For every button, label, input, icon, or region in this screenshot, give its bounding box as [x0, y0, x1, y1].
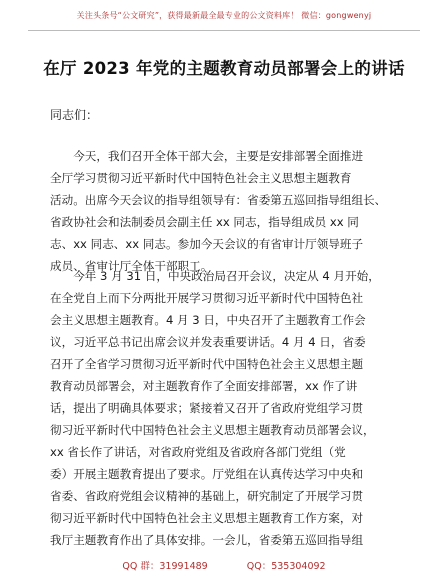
paragraph-2-line: 会主义思想主题教育。4 月 3 日，中央召开了主题教育工作会	[50, 313, 366, 327]
paragraph-2-line: 教育动员部署会，对主题教育作了全面安排部署，xx 作了讲	[50, 379, 358, 393]
footer-qq-group: QQ 群：31991489	[122, 561, 208, 572]
paragraph-2-line: 召开了全省学习贯彻习近平新时代中国特色社会主义思想主题	[50, 357, 364, 371]
paragraph-1-line: 成员、省审计厅全体干部职工。	[50, 259, 213, 273]
paragraph-2-line: 在全党自上而下分两批开展学习贯彻习近平新时代中国特色社	[50, 291, 364, 305]
paragraph-2-line: 我厅主题教育作出了具体安排。一会儿，省委第五巡回指导组	[50, 533, 364, 547]
paragraph-1	[50, 145, 392, 277]
footer-qq: QQ：535304092	[246, 561, 326, 572]
document-title: 在厅 2023 年党的主题教育动员部署会上的讲话	[43, 59, 405, 78]
paragraph-2-line: 彻习近平新时代中国特色社会主义思想主题教育动员部署会议，	[50, 423, 375, 437]
paragraph-2-line: 委）开展主题教育提出了要求。厅党组在认真传达学习中央和	[50, 467, 364, 481]
paragraph-2-line: 彻习近平新时代中国特色社会主义思想主题教育工作方案，对	[50, 511, 364, 525]
paragraph-2-line: 省委、省政府党组会议精神的基础上，研究制定了开展学习贯	[50, 489, 364, 503]
salutation: 同志们：	[50, 108, 99, 122]
paragraph-2	[50, 265, 392, 551]
paragraph-2-line: 今年 3 月 31 日，中央政治局召开会议，决定从 4 月开始，	[50, 269, 380, 283]
header-divider	[28, 30, 420, 31]
paragraph-1-line: 今天，我们召开全体干部大会，主要是安排部署全面推进	[50, 149, 364, 163]
footer-contact	[0, 558, 448, 572]
paragraph-1-line: 活动。出席今天会议的指导组领导有：省委第五巡回指导组组长、	[50, 193, 387, 207]
paragraph-2-line: xx 省长作了讲话，对省政府党组及省政府各部门党组（党	[50, 445, 346, 459]
paragraph-1-line: 志、xx 同志、xx 同志。参加今天会议的有省审计厅领导班子	[50, 237, 364, 251]
paragraph-1-line: 省政协社会和法制委员会副主任 xx 同志，指导组成员 xx 同	[50, 215, 359, 229]
paragraph-2-line: 话，提出了明确具体要求；紧接着又召开了省政府党组学习贯	[50, 401, 364, 415]
paragraph-2-line: 议，习近平总书记出席会议并发表重要讲话。4 月 4 日，省委	[50, 335, 366, 349]
header-note: 关注头条号“公文研究”，获得最新最全最专业的公文资料库！ 微信：gongwenyj	[76, 11, 372, 20]
paragraph-1-line: 全厅学习贯彻习近平新时代中国特色社会主义思想主题教育	[50, 171, 352, 185]
